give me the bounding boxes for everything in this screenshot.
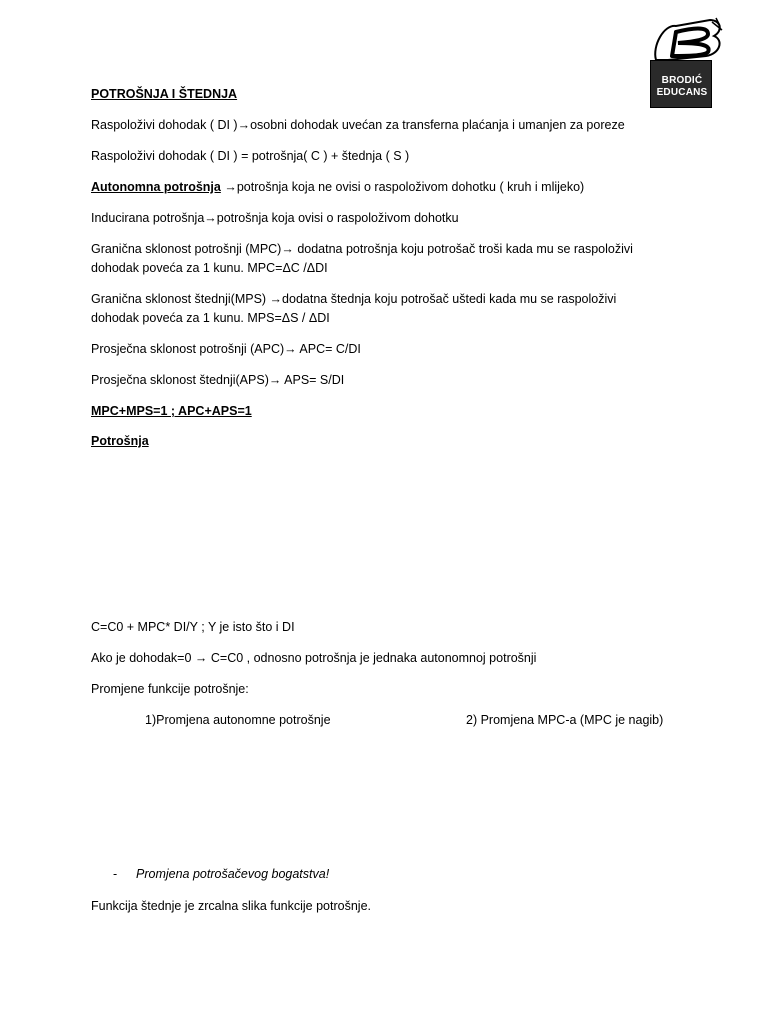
bullet-dash: - <box>113 867 118 881</box>
paragraph-mpc-line1: Granična sklonost potrošnji (MPC)→ dodatna potrošnja koju potrošač troši kada mu se raspoloživi <box>91 242 633 256</box>
logo-box <box>650 60 712 108</box>
saving-function-statement: Funkcija štednje je zrcalna slika funkcije potrošnje. <box>91 899 371 913</box>
consumption-function-formula: C=C0 + MPC* DI/Y ; Y je isto što i DI <box>91 620 295 634</box>
page-title: POTROŠNJA I ŠTEDNJA <box>91 87 238 101</box>
change-mpc: 2) Promjena MPC-a (MPC je nagib) <box>466 713 664 727</box>
paragraph-autonomous-consumption <box>91 178 584 196</box>
paragraph-apc: Prosječna sklonost potrošnji (APC)→ APC= C/DI <box>91 342 361 356</box>
term-autonomous-consumption: Autonomna potrošnja <box>91 180 221 194</box>
paragraph-mpc-line2: dohodak poveća za 1 kunu. MPC=ΔC /ΔDI <box>91 261 328 275</box>
paragraph-mps-line2: dohodak poveća za 1 kunu. MPS=ΔS / ΔDI <box>91 311 330 325</box>
paragraph-disposable-income-definition: Raspoloživi dohodak ( DI )→osobni dohodak uvećan za transferna plaćanja i umanjen za poreze <box>91 118 625 132</box>
change-autonomous: 1)Promjena autonomne potrošnje <box>145 713 331 727</box>
logo-line2: EDUCANS <box>656 87 708 98</box>
identity-formulas: MPC+MPS=1 ; APC+APS=1 <box>91 404 252 418</box>
logo-line1: BRODIĆ <box>661 75 703 86</box>
paragraph-mps-line1: Granična sklonost štednji(MPS) →dodatna štednja koju potrošač uštedi kada mu se raspoloživi <box>91 292 617 306</box>
brand-logo <box>650 16 712 106</box>
paragraph-induced-consumption: Inducirana potrošnja→potrošnja koja ovisi o raspoloživom dohotku <box>91 211 459 225</box>
logo-b-emblem-icon <box>646 16 724 64</box>
zero-income-statement: Ako je dohodak=0 → C=C0 , odnosno potrošnja je jednaka autonomnoj potrošnji <box>91 651 537 665</box>
paragraph-aps: Prosječna sklonost štednji(APS)→ APS= S/DI <box>91 373 345 387</box>
bullet-wealth-change: Promjena potrošačevog bogatstva! <box>136 867 330 881</box>
paragraph-disposable-income-equation: Raspoloživi dohodak ( DI ) = potrošnja( C ) + štednja ( S ) <box>91 149 410 163</box>
section-heading-consumption: Potrošnja <box>91 434 149 448</box>
definition-autonomous-consumption: →potrošnja koja ne ovisi o raspoloživom dohotku ( kruh i mlijeko) <box>220 180 585 194</box>
changes-heading: Promjene funkcije potrošnje: <box>91 682 249 696</box>
